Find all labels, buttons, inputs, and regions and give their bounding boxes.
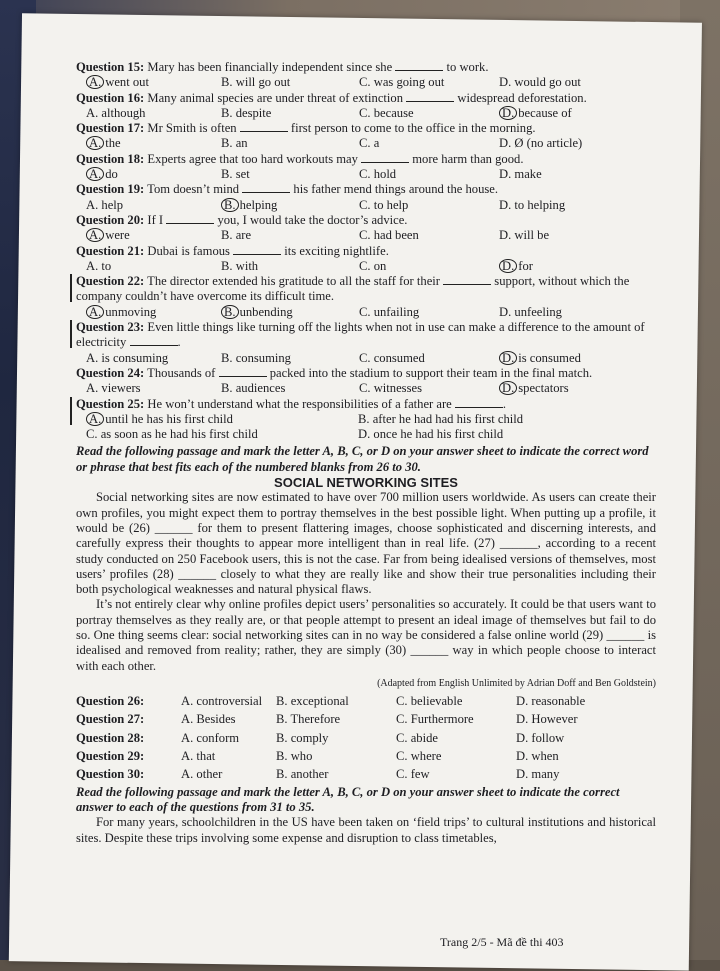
option-text: help: [101, 197, 124, 212]
option-label: B.: [221, 258, 233, 273]
circle-mark: B.: [221, 305, 239, 319]
option-c: C. unfailing: [359, 304, 420, 319]
circle-mark: A.: [86, 136, 104, 150]
option-b: B. audiences: [221, 381, 286, 396]
option-d: D. reasonable: [516, 694, 586, 709]
question-30: [76, 767, 656, 782]
option-a: [86, 228, 221, 243]
option-d: D. is consumed: [499, 351, 659, 366]
question-number: Question 26:: [76, 694, 145, 709]
margin-mark: [70, 274, 72, 302]
question-number: Question 15:: [76, 60, 145, 74]
question-24: Question 24: Thousands of packed into the stadium to support their team in the final match. A. viewers B. audiences C. witnesses D. spectators: [76, 366, 656, 397]
option-text: Ø (no article): [514, 136, 583, 151]
option-label: A.: [86, 258, 99, 273]
option-label: B.: [221, 228, 233, 243]
option-d: D. follow: [516, 730, 565, 745]
option-text: are: [235, 228, 252, 243]
question-number: Question 21:: [76, 243, 145, 258]
option-label: A.: [86, 105, 99, 120]
question-number: Question 24:: [76, 365, 145, 380]
option-a: [86, 167, 221, 182]
option-a: A. that: [181, 749, 216, 764]
question-text-cont: widespread deforestation.: [457, 90, 587, 105]
option-a: A. unmoving: [86, 305, 221, 320]
question-text-cont: first person to come to the office in the morning.: [290, 121, 536, 136]
option-d: D. unfeeling: [499, 304, 562, 319]
option-c: [359, 136, 499, 151]
question-stem: [76, 91, 656, 106]
question-number: Question 20:: [76, 212, 145, 227]
option-text: for: [518, 258, 533, 273]
option-a: A. viewers: [86, 381, 141, 396]
instruction-26-30: Read the following passage and mark the letter A, B, C, or D on your answer sheet to indicate the correct word or phrase that best fits each of the numbered blanks from 26 to 30.: [76, 444, 649, 474]
option-d: [499, 259, 659, 274]
question-text: If I: [147, 212, 164, 227]
question-number: Question 19:: [76, 182, 145, 197]
option-text: were: [105, 228, 130, 243]
option-b: B. Therefore: [276, 712, 341, 727]
questions-15-21: [76, 60, 656, 274]
option-text: was going out: [373, 75, 445, 90]
option-text: because of: [518, 105, 572, 120]
answer-blank: [242, 182, 290, 193]
question-number: Question 27:: [76, 712, 145, 727]
question-stem: [76, 152, 656, 167]
options: [76, 167, 656, 182]
option-d: D. once he had his first child: [358, 427, 504, 442]
answer-blank: [361, 152, 409, 163]
question-number: Question 29:: [76, 749, 145, 764]
question-number: Question 17:: [76, 121, 145, 136]
question-text-cont: to work.: [446, 60, 489, 74]
option-text: with: [235, 258, 259, 273]
question-text: Mary has been financially independent since she: [147, 60, 393, 74]
question-stem: [76, 60, 656, 75]
question-25: Question 25: He won’t understand what the responsibilities of a father are . A. until he has his first child B. after he had had his first child C. as soon as he had his first child D. once he had his first child: [76, 397, 656, 443]
option-b: B. who: [276, 749, 313, 764]
option-label: B.: [221, 105, 233, 120]
options: [76, 381, 656, 396]
option-b: [221, 75, 359, 90]
question-text-cont: its exciting nightlife.: [284, 243, 389, 258]
option-c: [359, 259, 499, 274]
option-c: C. consumed: [359, 350, 425, 365]
option-d: [499, 136, 659, 151]
question-18: [76, 152, 656, 183]
question-text-cont: support, without which the company couldn’t have overcome its difficult time.: [76, 274, 630, 304]
options: [76, 75, 656, 90]
option-b: [221, 167, 359, 182]
page-footer: Trang 2/5 - Mã đề thi 403: [440, 935, 564, 949]
option-d: D. spectators: [499, 381, 659, 396]
option-a: [86, 136, 221, 151]
options: [76, 412, 656, 443]
option-text: although: [101, 105, 146, 120]
question-stem: [76, 121, 656, 136]
option-a: A. is consuming: [86, 350, 169, 365]
question-number: Question 28:: [76, 730, 145, 745]
question-text: Mr Smith is often: [147, 121, 237, 136]
option-b: [221, 106, 359, 121]
question-28: [76, 731, 656, 746]
option-c: [359, 75, 499, 90]
option-b: B. comply: [276, 730, 329, 745]
question-stem: [76, 244, 656, 259]
question-text: He won’t understand what the responsibilities of a father are: [147, 396, 452, 411]
option-b: [221, 198, 359, 213]
answer-blank: [166, 213, 214, 224]
question-23: Question 23: Even little things like turning off the lights when not in use can make a difference to the amount of electricity . A. is consuming B. consuming C. consumed D. is consumed: [76, 320, 656, 366]
circle-mark: A.: [86, 75, 104, 89]
question-text-cont: more harm than good.: [412, 151, 524, 166]
option-text: will go out: [235, 75, 291, 90]
option-text: went out: [105, 75, 149, 90]
passage-2-paragraph-1: For many years, schoolchildren in the US have been taken on ‘field trips’ to cultural institutions and historical sites. Despite these trips involving some expense and disruption to class timetables,: [76, 815, 656, 845]
option-c: C. where: [396, 749, 442, 764]
answer-blank: [219, 366, 267, 377]
question-text: Dubai is famous: [147, 243, 230, 258]
option-c: C. abide: [396, 730, 438, 745]
option-c: [359, 106, 499, 121]
option-a: A. controversial: [181, 694, 263, 709]
option-text: on: [373, 258, 387, 273]
circle-mark: A.: [86, 167, 104, 181]
option-text: a: [373, 136, 380, 151]
option-label: C.: [359, 228, 371, 243]
question-21: [76, 244, 656, 275]
question-stem: [76, 213, 656, 228]
passage-paragraph-1: Social networking sites are now estimated to have over 700 million users worldwide. As users can create their own profiles, you might expect them to portray themselves in the best possible light. When putting up a profile, it would be (26) ______ for them to present flattering images, choose sophisticated and discerning interests, and carefully express their thoughts to appear more intelligent than in real life. (27) ______, according to a recent study conducted on 250 Facebook users, this is not the case. Far from being idealised versions of themselves, most users’ profiles (28) ______ closely to what they are really like and show their true personalities including their both psychological weaknesses and natural physical flaws.: [76, 490, 656, 597]
instruction-31-35: Read the following passage and mark the letter A, B, C, or D on your answer sheet to indicate the correct answer to each of the questions from 31 to 35.: [76, 784, 620, 814]
option-d: [499, 167, 659, 182]
option-text: to: [101, 258, 112, 273]
question-text: The director extended his gratitude to all the staff for their: [147, 274, 440, 289]
option-text: the: [105, 136, 121, 151]
option-b: B. after he had had his first child: [358, 411, 524, 426]
option-label: C.: [359, 75, 371, 90]
question-19: [76, 182, 656, 213]
option-text: an: [235, 136, 248, 151]
question-16: [76, 91, 656, 122]
question-text: Many animal species are under threat of extinction: [147, 90, 404, 105]
option-text: because: [373, 105, 414, 120]
circle-mark: A.: [86, 228, 104, 242]
option-c: [359, 198, 499, 213]
options: [76, 259, 656, 274]
answer-blank: [406, 91, 454, 102]
option-label: C.: [359, 136, 371, 151]
answer-blank: [130, 335, 178, 346]
question-text-cont: his father mend things around the house.: [293, 182, 499, 197]
option-d: D. many: [516, 767, 560, 782]
question-text: Experts agree that too hard workouts may: [147, 151, 358, 166]
option-d: D. However: [516, 712, 578, 727]
option-label: C.: [359, 105, 371, 120]
question-text-cont: you, I would take the doctor’s advice.: [217, 212, 408, 227]
option-a: A. Besides: [181, 712, 236, 727]
passage-paragraph-2: It’s not entirely clear why online profiles depict users’ personalities so accurately. It could be that users want to portray themselves as they really are, or that people attempt to present an ideal image of themselves but fail to do so. One thing seems clear: social networking sites can in no way be considered a false online world (29) ______ is idealised and removed from reality; rather, they are simply (30) ______ way in which people choose to interact with each other.: [76, 597, 656, 673]
answer-blank: [395, 60, 443, 71]
option-label: A.: [86, 197, 99, 212]
option-text: hold: [373, 167, 397, 182]
option-b: [221, 228, 359, 243]
option-a: [86, 259, 221, 274]
option-b: [221, 136, 359, 151]
option-text: do: [105, 167, 118, 182]
option-a: A. until he has his first child: [86, 412, 358, 427]
option-a: A. other: [181, 767, 223, 782]
question-26: [76, 694, 656, 709]
option-b: B. unbending: [221, 305, 359, 320]
option-text: make: [514, 167, 542, 182]
circle-mark: D.: [499, 259, 517, 273]
option-text: set: [235, 167, 250, 182]
option-label: D.: [499, 75, 512, 90]
question-number: Question 18:: [76, 151, 145, 166]
question-number: Question 25:: [76, 396, 145, 411]
passage-source: (Adapted from English Unlimited by Adrian Doff and Ben Goldstein): [377, 677, 656, 689]
option-c: C. few: [396, 767, 430, 782]
question-17: [76, 121, 656, 152]
option-label: D.: [499, 228, 512, 243]
question-22: [76, 274, 656, 320]
question-15: [76, 60, 656, 91]
option-label: D.: [499, 167, 512, 182]
answer-blank: [240, 121, 288, 132]
question-stem: [76, 182, 656, 197]
option-b: B. consuming: [221, 350, 291, 365]
circle-mark: A.: [86, 412, 104, 426]
question-29: [76, 749, 656, 764]
option-b: B. another: [276, 767, 329, 782]
option-text: will be: [514, 228, 550, 243]
options: [76, 305, 656, 320]
option-label: D.: [499, 136, 512, 151]
option-d: D. when: [516, 749, 559, 764]
question-text: Even little things like turning off the lights when not in use can make a difference to the amount of electricity: [76, 320, 645, 350]
question-number: Question 16:: [76, 90, 145, 105]
option-c: [359, 228, 499, 243]
questions-26-30: [76, 694, 656, 782]
question-number: Question 22:: [76, 274, 145, 289]
option-label: B.: [221, 136, 233, 151]
options: [76, 228, 656, 243]
option-d: [499, 198, 659, 213]
option-a: [86, 106, 221, 121]
circle-mark: A.: [86, 305, 104, 319]
option-c: C. believable: [396, 694, 463, 709]
answer-blank: [455, 397, 503, 408]
option-a: [86, 198, 221, 213]
options: [76, 198, 656, 213]
option-label: B.: [221, 75, 233, 90]
option-a: A. conform: [181, 730, 240, 745]
question-text: Tom doesn’t mind: [147, 182, 240, 197]
question-number: Question 23:: [76, 320, 145, 335]
option-label: C.: [359, 197, 371, 212]
question-27: [76, 712, 656, 727]
option-c: [359, 167, 499, 182]
option-text: would go out: [514, 75, 581, 90]
margin-mark: [70, 397, 72, 425]
options: [76, 351, 656, 366]
option-label: B.: [221, 167, 233, 182]
answer-blank: [443, 274, 491, 285]
passage-title: SOCIAL NETWORKING SITES: [274, 475, 458, 491]
option-label: C.: [359, 258, 371, 273]
option-text: to help: [373, 197, 409, 212]
option-d: [499, 106, 659, 121]
margin-mark: [70, 320, 72, 348]
option-text: to helping: [514, 197, 566, 212]
question-number: Question 30:: [76, 767, 145, 782]
option-label: D.: [499, 197, 512, 212]
circle-mark: B.: [221, 198, 239, 212]
option-label: C.: [359, 167, 371, 182]
answer-blank: [233, 244, 281, 255]
option-a: [86, 75, 221, 90]
option-c: C. Furthermore: [396, 712, 474, 727]
option-c: C. witnesses: [359, 381, 422, 396]
options: [76, 106, 656, 121]
circle-mark: D.: [499, 381, 517, 395]
question-20: [76, 213, 656, 244]
circle-mark: D.: [499, 106, 517, 120]
question-text: Thousands of: [147, 365, 216, 380]
option-b: [221, 259, 359, 274]
option-d: [499, 228, 659, 243]
option-d: [499, 75, 659, 90]
option-text: helping: [239, 197, 278, 212]
option-b: B. exceptional: [276, 694, 349, 709]
option-text: despite: [235, 105, 272, 120]
circle-mark: D.: [499, 351, 517, 365]
exam-content: [76, 60, 656, 846]
options: [76, 136, 656, 151]
option-c: C. as soon as he had his first child: [86, 427, 258, 442]
option-text: had been: [373, 228, 419, 243]
